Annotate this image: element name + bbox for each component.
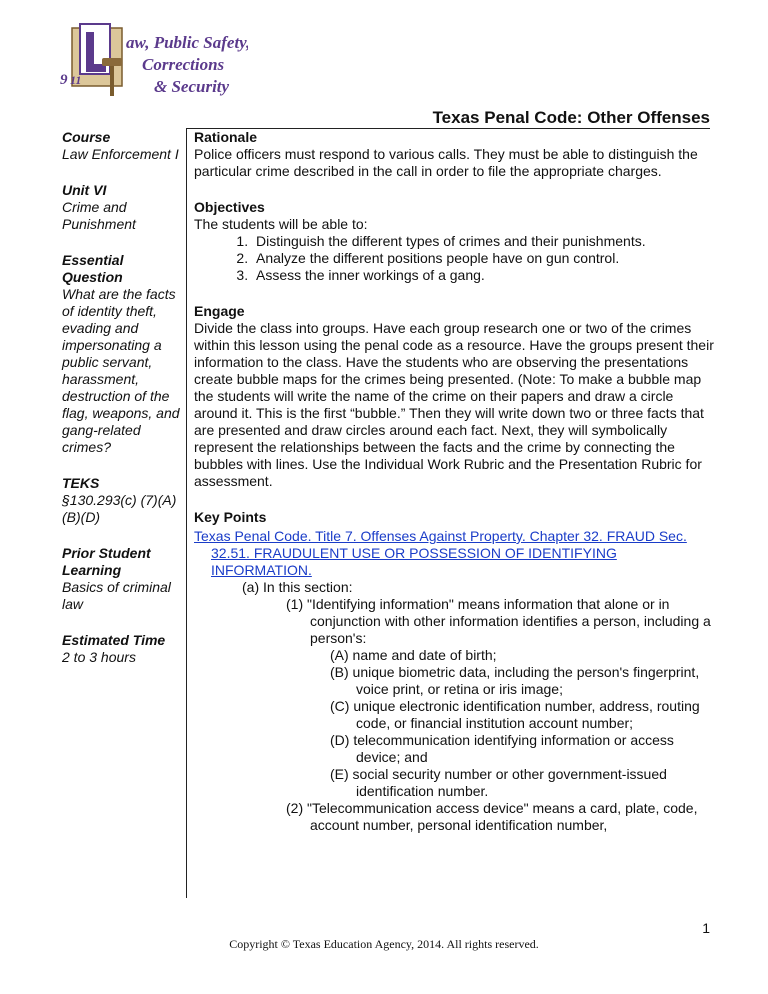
sidebar-essential-question: Essential Question What are the facts of identity theft, evading and impersonating a public servant, harassment, destruction of the flag, weapons, and gang-related crimes? (62, 252, 180, 455)
logo-graphic (58, 22, 248, 100)
sidebar-unit: Unit VI Crime and Punishment (62, 182, 136, 232)
sidebar-prior-learning: Prior Student Learning Basics of criminal law (62, 545, 171, 612)
page-number: 1 (702, 920, 710, 936)
key-points-heading: Key Points (194, 509, 267, 525)
objectives-intro: The students will be able to: (194, 216, 368, 232)
objective-item: 2. Analyze the different positions people have on gun control. (252, 250, 714, 267)
engage-heading: Engage (194, 303, 245, 319)
clause-2: (2) "Telecommunication access device" means a card, plate, code, account number, personal identification number, (286, 800, 698, 833)
copyright-footer: Copyright © Texas Education Agency, 2014. All rights reserved. (229, 937, 539, 951)
rationale-text: Police officers must respond to various calls. They must be able to distinguish the particular crime described in the call in order to file the appropriate charges. (194, 146, 698, 179)
logo-911-text: 9 (60, 72, 68, 88)
objectives-heading: Objectives (194, 199, 265, 215)
clause-1b: (B) unique biometric data, including the person's fingerprint, voice print, or retina or iris image; (330, 664, 700, 697)
sidebar-course: Course Law Enforcement I (62, 129, 179, 162)
rationale-heading: Rationale (194, 129, 258, 145)
logo-line3: & Security (154, 77, 230, 96)
clause-1a: (A) name and date of birth; (330, 647, 497, 663)
objectives-section (194, 199, 714, 284)
program-logo (58, 22, 248, 100)
logo-gavel-head (102, 58, 122, 66)
objective-item: 3. Assess the inner workings of a gang. (252, 267, 714, 284)
svg-text:11: 11 (70, 73, 82, 87)
sidebar-teks: TEKS §130.293(c) (7)(A)(B)(D) (62, 475, 177, 525)
clause-a: (a) In this section: (242, 579, 353, 595)
engage-text: Divide the class into groups. Have each group research one or two of the crimes within this lesson using the penal code as a resource. Have the groups present their information to the class. Have the students who are observing the presentations create bubble maps for the crimes being presented. (Note: To make a bubble map the students will write the name of the crime on their papers and draw a circle around it. This is the first “bubble.” Then they will write down two or three facts that are presented and draw circles around each fact. Next, they will symbolically represent the relationships between the facts and the crime by connecting the bubbles with lines. Use the Individual Work Rubric and the Presentation Rubric for assessment. (194, 320, 714, 489)
lesson-sidebar (62, 129, 180, 685)
logo-line1: aw, Public Safety, (126, 33, 248, 52)
column-divider (186, 128, 187, 898)
lesson-main (194, 129, 714, 853)
page-title: Texas Penal Code: Other Offenses (432, 108, 710, 127)
clause-1e: (E) social security number or other government-issued identification number. (330, 766, 667, 799)
penal-code-link[interactable]: Texas Penal Code. Title 7. Offenses Against Property. Chapter 32. FRAUD Sec. 32.51. FRAUDULENT USE OR POSSESSION OF IDENTIFYING INFORMATION. (194, 528, 687, 578)
logo-gavel-handle (110, 62, 114, 96)
clause-1d: (D) telecommunication identifying information or access device; and (330, 732, 674, 765)
clause-1: (1) "Identifying information" means information that alone or in conjunction with other information identifies a person, including a person's: (286, 596, 711, 646)
engage-section (194, 303, 714, 490)
objectives-list (194, 233, 714, 284)
logo-line2: Corrections (142, 55, 225, 74)
key-points-section (194, 509, 714, 834)
sidebar-estimated-time: Estimated Time 2 to 3 hours (62, 632, 166, 665)
objective-item: 1. Distinguish the different types of crimes and their punishments. (252, 233, 714, 250)
clause-1c: (C) unique electronic identification number, address, routing code, or financial institution account number; (330, 698, 700, 731)
rationale-section (194, 129, 714, 180)
